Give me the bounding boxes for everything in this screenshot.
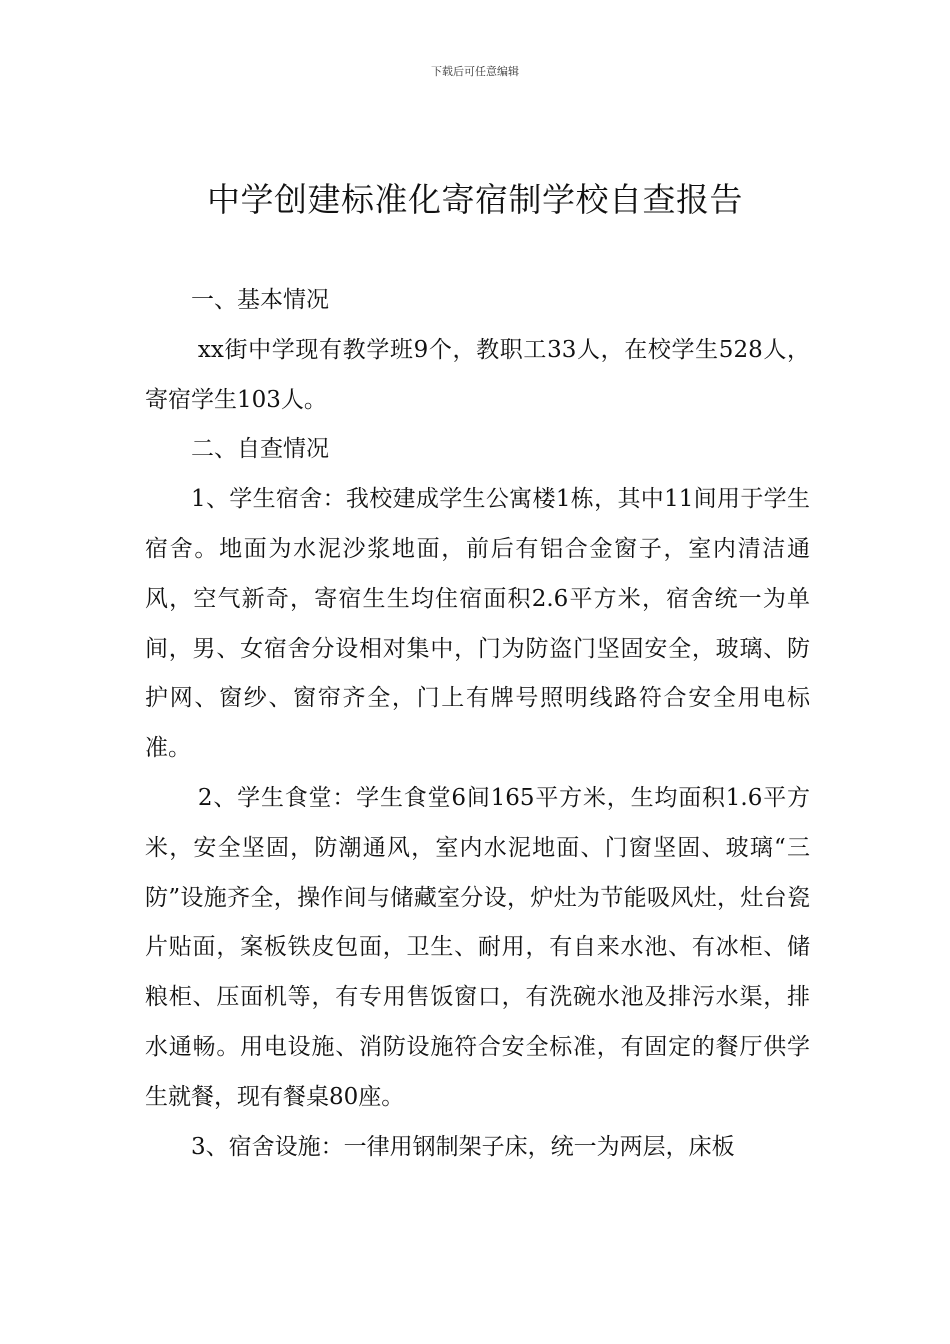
section-heading-basic-info: 一、基本情况 [191, 287, 329, 313]
document-title: 中学创建标准化寄宿制学校自查报告 [207, 180, 743, 219]
paragraph-dormitory: 1、学生宿舍：我校建成学生公寓楼1栋，其中11间用于学生宿舍。地面为水泥沙浆地面，前后有铝合金窗子，室内清洁通风，空气新奇，寄宿生生均住宿面积2.6平方米，宿舍统一为单间，男、女宿舍分设相对集中，门为防盗门坚固安全，玻璃、防护网、窗纱、窗帘齐全，门上有牌号照明线路符合安全用电标准。 [145, 486, 810, 762]
section-heading-self-check: 二、自查情况 [191, 436, 329, 463]
paragraph-canteen: 2、学生食堂：学生食堂6间165平方米，生均面积1.6平方米，安全坚固，防潮通风，室内水泥地面、门窗坚固、玻璃“三防”设施齐全，操作间与储藏室分设，炉灶为节能吸风灶，灶台瓷片贴面，案板铁皮包面，卫生、耐用，有自来水池、有冰柜、储粮柜、压面机等，有专用售饭窗口，有洗碗水池及排污水渠，排水通畅。用电设施、消防设施符合安全标准，有固定的餐厅供学生就餐，现有餐桌80座。 [145, 784, 810, 1110]
document-body [145, 276, 810, 1172]
paragraph-basic-info: xx街中学现有教学班9个，教职工33人，在校学生528人，寄宿学生103人。 [145, 336, 810, 413]
page-header-note: 下载后可任意编辑 [431, 65, 519, 78]
paragraph-dorm-facilities: 3、宿舍设施：一律用钢制架子床，统一为两层，床板 [191, 1133, 735, 1160]
